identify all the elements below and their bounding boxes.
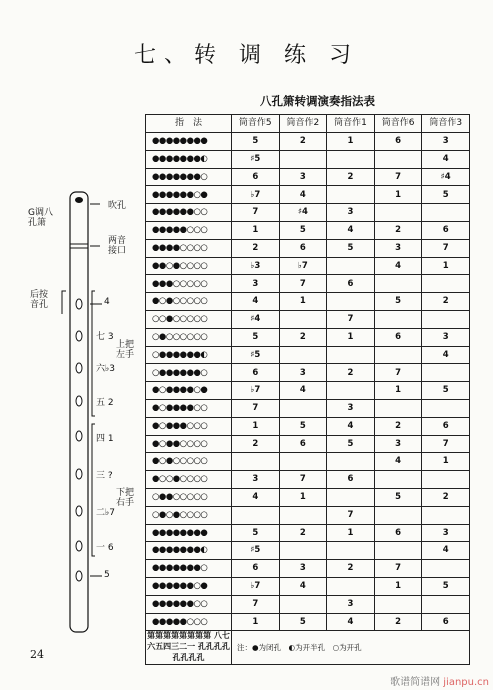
- note-cell: [279, 310, 327, 328]
- note-cell: 6: [327, 275, 375, 293]
- table-row: [146, 364, 470, 382]
- note-cell: 2: [422, 293, 470, 311]
- note-cell: [422, 471, 470, 489]
- table-row: [146, 417, 470, 435]
- note-cell: [327, 488, 375, 506]
- note-cell: 4: [279, 577, 327, 595]
- note-cell: 3: [232, 471, 280, 489]
- note-cell: [422, 364, 470, 382]
- note-cell: [374, 542, 422, 560]
- hole-label: 七 3: [96, 332, 114, 342]
- fingering-pattern: ●○●○○○○○: [146, 453, 232, 471]
- note-cell: 2: [279, 524, 327, 542]
- fingering-pattern: ○●●●●●●○: [146, 364, 232, 382]
- hole-label: 5: [104, 570, 110, 580]
- note-cell: ♭7: [232, 577, 280, 595]
- lower-hand-label: 下把 右手: [116, 488, 135, 509]
- note-cell: 5: [279, 613, 327, 631]
- note-cell: [279, 346, 327, 364]
- note-cell: 4: [232, 488, 280, 506]
- fingering-pattern: ●●●●●●○○: [146, 204, 232, 222]
- upper-hand-label: 上把 左手: [116, 340, 135, 361]
- note-cell: [422, 310, 470, 328]
- note-cell: 7: [232, 399, 280, 417]
- note-cell: 1: [279, 488, 327, 506]
- fingering-table: [145, 114, 470, 665]
- note-cell: 3: [279, 168, 327, 186]
- table-title: 八孔箫转调演奏指法表: [260, 94, 375, 108]
- fingering-pattern: ●○●●●○○○: [146, 417, 232, 435]
- legend: 注：●为闭孔 ◐为开半孔 ○为开孔: [232, 631, 470, 664]
- note-cell: 5: [232, 133, 280, 151]
- note-cell: 5: [422, 186, 470, 204]
- note-cell: 6: [232, 364, 280, 382]
- note-cell: 2: [422, 488, 470, 506]
- note-cell: 4: [374, 257, 422, 275]
- note-cell: ♯4: [279, 204, 327, 222]
- note-cell: [422, 595, 470, 613]
- note-cell: 3: [232, 275, 280, 293]
- table-row: [146, 453, 470, 471]
- note-cell: 4: [327, 221, 375, 239]
- note-cell: 4: [232, 293, 280, 311]
- note-cell: 2: [327, 168, 375, 186]
- note-cell: 7: [279, 471, 327, 489]
- note-cell: 2: [374, 221, 422, 239]
- note-cell: 1: [232, 613, 280, 631]
- note-cell: 7: [232, 595, 280, 613]
- table-row: [146, 471, 470, 489]
- note-cell: 6: [374, 524, 422, 542]
- hole-label: 4: [104, 297, 110, 307]
- table-row: [146, 524, 470, 542]
- note-cell: [374, 506, 422, 524]
- note-cell: ♭7: [232, 186, 280, 204]
- fingering-pattern: ●●●●○○○○: [146, 239, 232, 257]
- note-cell: ♯4: [232, 310, 280, 328]
- note-cell: 3: [327, 595, 375, 613]
- page-number: 24: [30, 648, 44, 661]
- note-cell: 5: [327, 435, 375, 453]
- note-cell: [422, 560, 470, 578]
- note-cell: [327, 257, 375, 275]
- fingering-pattern: ●●●●●●○●: [146, 577, 232, 595]
- note-cell: 3: [374, 435, 422, 453]
- back-holes-label: 后按 音孔: [30, 290, 49, 311]
- table-row: [146, 150, 470, 168]
- note-cell: [327, 382, 375, 400]
- note-cell: 1: [279, 293, 327, 311]
- note-cell: 3: [422, 133, 470, 151]
- note-cell: [327, 453, 375, 471]
- note-cell: [374, 399, 422, 417]
- note-cell: 1: [422, 453, 470, 471]
- note-cell: 1: [327, 328, 375, 346]
- header-key-1: 筒音作1: [327, 115, 375, 133]
- note-cell: [422, 275, 470, 293]
- note-cell: 2: [232, 239, 280, 257]
- note-cell: ♯5: [232, 542, 280, 560]
- note-cell: 4: [422, 150, 470, 168]
- note-cell: [374, 150, 422, 168]
- note-cell: ♯5: [232, 346, 280, 364]
- note-cell: 1: [422, 257, 470, 275]
- note-cell: [279, 595, 327, 613]
- note-cell: 1: [232, 417, 280, 435]
- note-cell: 4: [279, 382, 327, 400]
- note-cell: ♯5: [232, 150, 280, 168]
- note-cell: ♭7: [232, 382, 280, 400]
- note-cell: 5: [374, 488, 422, 506]
- note-cell: [327, 346, 375, 364]
- fingering-pattern: ○○●○○○○○: [146, 310, 232, 328]
- fingering-pattern: ●●●●●●●◐: [146, 542, 232, 560]
- note-cell: 2: [374, 613, 422, 631]
- note-cell: 3: [422, 328, 470, 346]
- note-cell: 3: [327, 399, 375, 417]
- note-cell: 5: [422, 577, 470, 595]
- note-cell: 6: [422, 613, 470, 631]
- note-cell: 4: [327, 417, 375, 435]
- fingering-pattern: ○●●●●●●◐: [146, 346, 232, 364]
- note-cell: [422, 399, 470, 417]
- note-cell: [327, 150, 375, 168]
- note-cell: ♯4: [422, 168, 470, 186]
- table-row: [146, 560, 470, 578]
- note-cell: 2: [279, 328, 327, 346]
- xiao-name-label: G调八 孔箫: [28, 208, 53, 229]
- table-row: [146, 577, 470, 595]
- note-cell: 5: [422, 382, 470, 400]
- table-row: [146, 328, 470, 346]
- watermark-text: 歌谱简谱网: [390, 677, 441, 688]
- note-cell: 1: [374, 186, 422, 204]
- note-cell: 5: [232, 328, 280, 346]
- note-cell: 4: [327, 613, 375, 631]
- note-cell: 4: [374, 453, 422, 471]
- fingering-pattern: ○●○○○○○○: [146, 328, 232, 346]
- fingering-pattern: ●○●○○○○○: [146, 293, 232, 311]
- fingering-pattern: ●●●●●○○○: [146, 613, 232, 631]
- note-cell: 7: [232, 204, 280, 222]
- note-cell: 2: [232, 435, 280, 453]
- table-row: [146, 186, 470, 204]
- table-row: [146, 346, 470, 364]
- fingering-pattern: ●●●●●●○○: [146, 595, 232, 613]
- table-row: [146, 310, 470, 328]
- note-cell: [327, 293, 375, 311]
- note-cell: 1: [232, 221, 280, 239]
- note-cell: 7: [374, 168, 422, 186]
- note-cell: [279, 150, 327, 168]
- note-cell: [374, 310, 422, 328]
- header-fingering: 指 法: [146, 115, 232, 133]
- note-cell: 4: [422, 542, 470, 560]
- note-cell: [279, 542, 327, 560]
- table-row: [146, 613, 470, 631]
- note-cell: 3: [422, 524, 470, 542]
- table-row: [146, 293, 470, 311]
- note-cell: [279, 506, 327, 524]
- note-cell: [232, 506, 280, 524]
- table-row: [146, 239, 470, 257]
- fingering-pattern: ●●●●●●●●: [146, 524, 232, 542]
- table-row: [146, 275, 470, 293]
- table-row: [146, 595, 470, 613]
- fingering-pattern: ●○○●○○○○: [146, 471, 232, 489]
- note-cell: 2: [327, 560, 375, 578]
- note-cell: [327, 577, 375, 595]
- note-cell: 6: [232, 560, 280, 578]
- fingering-pattern: ○●●○○○○○: [146, 488, 232, 506]
- note-cell: 7: [279, 275, 327, 293]
- blow-hole-label: 吹孔: [108, 201, 127, 211]
- fingering-pattern: ●○●●○○○○: [146, 435, 232, 453]
- table-row: [146, 399, 470, 417]
- watermark-url: jianpu.cn: [443, 677, 489, 688]
- note-cell: 5: [374, 293, 422, 311]
- legend-row: [146, 631, 470, 664]
- note-cell: 6: [279, 239, 327, 257]
- fingering-pattern: ●○●●●●○○: [146, 399, 232, 417]
- page-title: 七、转 调 练 习: [134, 43, 359, 68]
- note-cell: 1: [374, 577, 422, 595]
- note-cell: 6: [374, 133, 422, 151]
- note-cell: [374, 346, 422, 364]
- note-cell: [232, 453, 280, 471]
- fingering-pattern: ●●●●●●○●: [146, 186, 232, 204]
- note-cell: [374, 204, 422, 222]
- note-cell: 3: [374, 239, 422, 257]
- note-cell: 7: [374, 364, 422, 382]
- note-cell: 6: [327, 471, 375, 489]
- hole-label: 二♭7: [96, 508, 115, 518]
- note-cell: 7: [327, 506, 375, 524]
- note-cell: 2: [279, 133, 327, 151]
- note-cell: 3: [327, 204, 375, 222]
- table-row: [146, 204, 470, 222]
- note-cell: 1: [374, 382, 422, 400]
- fingering-pattern: ●●○●○○○○: [146, 257, 232, 275]
- table-row: [146, 506, 470, 524]
- note-cell: [279, 399, 327, 417]
- note-cell: 7: [374, 560, 422, 578]
- note-cell: 1: [327, 524, 375, 542]
- note-cell: 5: [232, 524, 280, 542]
- hole-label: 六♭3: [96, 364, 115, 374]
- fingering-pattern: ●●●●●●●◐: [146, 150, 232, 168]
- table-row: [146, 168, 470, 186]
- note-cell: 6: [279, 435, 327, 453]
- table-row: [146, 133, 470, 151]
- fingering-pattern: ●○●●●●○●: [146, 382, 232, 400]
- note-cell: [327, 542, 375, 560]
- note-cell: [374, 471, 422, 489]
- note-cell: 7: [422, 435, 470, 453]
- note-cell: [374, 275, 422, 293]
- hole-label: 一 6: [96, 543, 114, 553]
- header-key-2: 筒音作2: [279, 115, 327, 133]
- note-cell: 1: [327, 133, 375, 151]
- header-key-5: 筒音作5: [232, 115, 280, 133]
- note-cell: 3: [279, 364, 327, 382]
- note-cell: 6: [422, 417, 470, 435]
- fingering-pattern: ●●●●●●●○: [146, 560, 232, 578]
- note-cell: 6: [422, 221, 470, 239]
- table-row: [146, 382, 470, 400]
- fingering-pattern: ●●●●●○○○: [146, 221, 232, 239]
- header-key-6: 筒音作6: [374, 115, 422, 133]
- note-cell: [422, 506, 470, 524]
- table-header-row: [146, 115, 470, 133]
- note-cell: 5: [279, 221, 327, 239]
- table-row: [146, 488, 470, 506]
- table-row: [146, 435, 470, 453]
- hole-label: 五 2: [96, 398, 114, 408]
- fingering-pattern: ○●○●○○○○: [146, 506, 232, 524]
- note-cell: [422, 204, 470, 222]
- hole-label: 四 1: [96, 434, 114, 444]
- note-cell: 6: [232, 168, 280, 186]
- fingering-pattern: ●●●○○○○○: [146, 275, 232, 293]
- note-cell: 5: [327, 239, 375, 257]
- joint-label: 两音 接口: [108, 236, 127, 257]
- watermark: [390, 673, 489, 688]
- note-cell: [374, 595, 422, 613]
- header-key-3: 筒音作3: [422, 115, 470, 133]
- table-row: [146, 542, 470, 560]
- note-cell: 7: [327, 310, 375, 328]
- note-cell: ♭7: [279, 257, 327, 275]
- note-cell: 7: [422, 239, 470, 257]
- note-cell: 2: [327, 364, 375, 382]
- note-cell: 3: [279, 560, 327, 578]
- note-cell: 4: [279, 186, 327, 204]
- hole-names: 第第第第第第第第 八七六五四三二一 孔孔孔孔孔孔孔孔: [146, 631, 232, 664]
- note-cell: 2: [374, 417, 422, 435]
- note-cell: 4: [422, 346, 470, 364]
- table-row: [146, 257, 470, 275]
- note-cell: ♭3: [232, 257, 280, 275]
- note-cell: [279, 453, 327, 471]
- hole-label: 三 ?: [96, 471, 113, 481]
- note-cell: [327, 186, 375, 204]
- note-cell: 5: [279, 417, 327, 435]
- fingering-pattern: ●●●●●●●●: [146, 133, 232, 151]
- note-cell: 6: [374, 328, 422, 346]
- table-row: [146, 221, 470, 239]
- fingering-pattern: ●●●●●●●○: [146, 168, 232, 186]
